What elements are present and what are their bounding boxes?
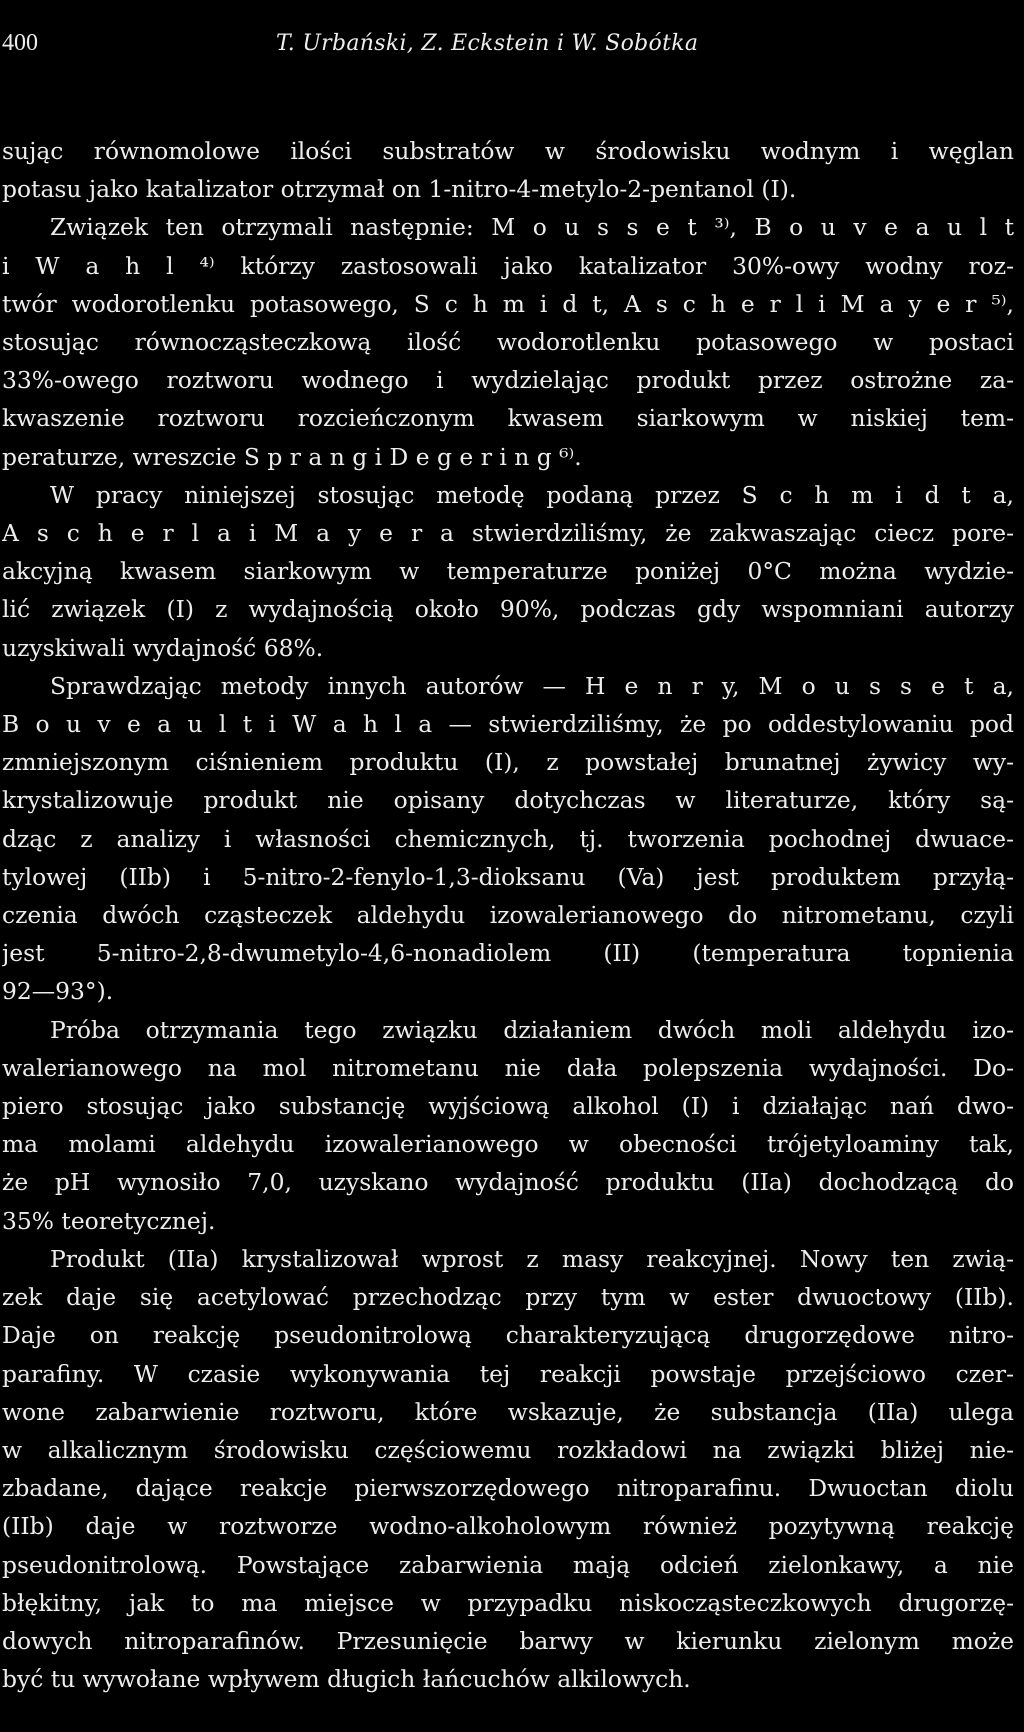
paragraph [2,208,1014,475]
text-line: lić związek (I) z wydajnością około 90%, podczas gdy wspomniani autorzy [2,595,1014,624]
text-line: potasu jako katalizator otrzymał on 1-nitro-4-metylo-2-pentanol (I). [2,175,797,204]
text-line: że pH wynosiło 7,0, uzyskano wydajność produktu (IIa) dochodzącą do [2,1168,1014,1197]
text-line: Sprawdzając metody innych autorów — H e n r y, M o u s s e t a, [50,671,1014,700]
text-line: krystalizowuje produkt nie opisany dotychczas w literaturze, który są- [2,786,1014,815]
text-line: peraturze, wreszcie S p r a n g i D e g e r i n g ⁶⁾. [2,442,582,471]
text-line: 35% teoretycznej. [2,1206,216,1235]
text-line: twór wodorotlenku potasowego, S c h m i d t, A s c h e r l i M a y e r ⁵⁾, [2,289,1014,318]
text-line: sując równomolowe ilości substratów w środowisku wodnym i węglan [2,137,1014,165]
text-line: Próba otrzymania tego związku działaniem dwóch moli aldehydu izo- [50,1015,1014,1044]
paragraph [2,1011,1014,1240]
text-line: (IIb) daje w roztworze wodno-alkoholowym również pozytywną reakcję [2,1512,1014,1541]
text-line: ma molami aldehydu izowalerianowego w obecności trójetyloaminy tak, [2,1130,1014,1159]
text-line: kwaszenie roztworu rozcieńczonym kwasem siarkowym w niskiej tem- [2,404,1014,433]
text-line: tylowej (IIb) i 5-nitro-2-fenylo-1,3-dioksanu (Va) jest produktem przyłą- [2,862,1014,891]
text-line: w alkalicznym środowisku częściowemu rozkładowi na związki bliżej nie- [2,1435,1014,1464]
text-line: być tu wywołane wpływem długich łańcuchów alkilowych. [2,1665,691,1694]
text-line: 33%-owego roztworu wodnego i wydzielając produkt przez ostrożne za- [2,366,1014,395]
article-body [2,132,1014,1698]
text-line: A s c h e r l a i M a y e r a stwierdziliśmy, że zakwaszając ciecz pore- [2,519,1014,548]
text-line: B o u v e a u l t i W a h l a — stwierdziliśmy, że po oddestylowaniu pod [2,710,1014,739]
text-line: zmniejszonym ciśnieniem produktu (I), z powstałej brunatnej żywicy wy- [2,748,1014,777]
text-line: dowych nitroparafinów. Przesunięcie barwy w kierunku zielonym może [2,1626,1014,1655]
text-line: jest 5-nitro-2,8-dwumetylo-4,6-nonadiolem (II) (temperatura topnienia [2,939,1014,968]
running-title: T. Urbański, Z. Eckstein i W. Sobótka [276,31,699,56]
text-line: Daje on reakcję pseudonitrolową charakteryzującą drugorzędowe nitro- [2,1321,1014,1350]
text-line: błękitny, jak to ma miejsce w przypadku niskocząsteczkowych drugorzę- [2,1588,1014,1617]
text-line: parafiny. W czasie wykonywania tej reakcji powstaje przejściowo czer- [2,1359,1014,1388]
text-line: Związek ten otrzymali następnie: M o u s s e t ³⁾, B o u v e a u l t [50,213,1014,242]
text-line: zbadane, dające reakcje pierwszorzędowego nitroparafinu. Dwuoctan diolu [2,1474,1014,1503]
text-line: Produkt (IIa) krystalizował wprost z masy reakcyjnej. Nowy ten zwią- [50,1244,1014,1273]
text-line: piero stosując jako substancję wyjściową alkohol (I) i działając nań dwo- [2,1092,1014,1121]
page-number: 400 [2,30,38,56]
paragraph [2,667,1014,1011]
text-line: akcyjną kwasem siarkowym w temperaturze poniżej 0°C można wydzie- [2,557,1014,586]
text-line: uzyskiwali wydajność 68%. [2,633,324,662]
text-line: czenia dwóch cząsteczek aldehydu izowalerianowego do nitrometanu, czyli [2,901,1014,930]
text-line: stosując równocząsteczkową ilość wodorotlenku potasowego w postaci [2,328,1014,357]
text-line: zek daje się acetylować przechodząc przy tym w ester dwuoctowy (IIb). [2,1283,1014,1312]
text-line: i W a h l ⁴⁾ którzy zastosowali jako katalizator 30%-owy wodny roz- [2,251,1014,280]
text-line: pseudonitrolową. Powstające zabarwienia mają odcień zielonkawy, a nie [2,1550,1014,1579]
text-line: W pracy niniejszej stosując metodę podaną przez S c h m i d t a, [50,480,1014,509]
page-header [2,30,1014,70]
paragraph [2,476,1014,667]
text-line: dząc z analizy i własności chemicznych, tj. tworzenia pochodnej dwuace- [2,824,1014,853]
paragraph [2,1240,1014,1698]
paragraph [2,132,1014,208]
text-line: 92—93°). [2,977,114,1006]
text-line: wone zabarwienie roztworu, które wskazuje, że substancja (IIa) ulega [2,1397,1014,1426]
text-line: walerianowego na mol nitrometanu nie dała polepszenia wydajności. Do- [2,1053,1014,1082]
